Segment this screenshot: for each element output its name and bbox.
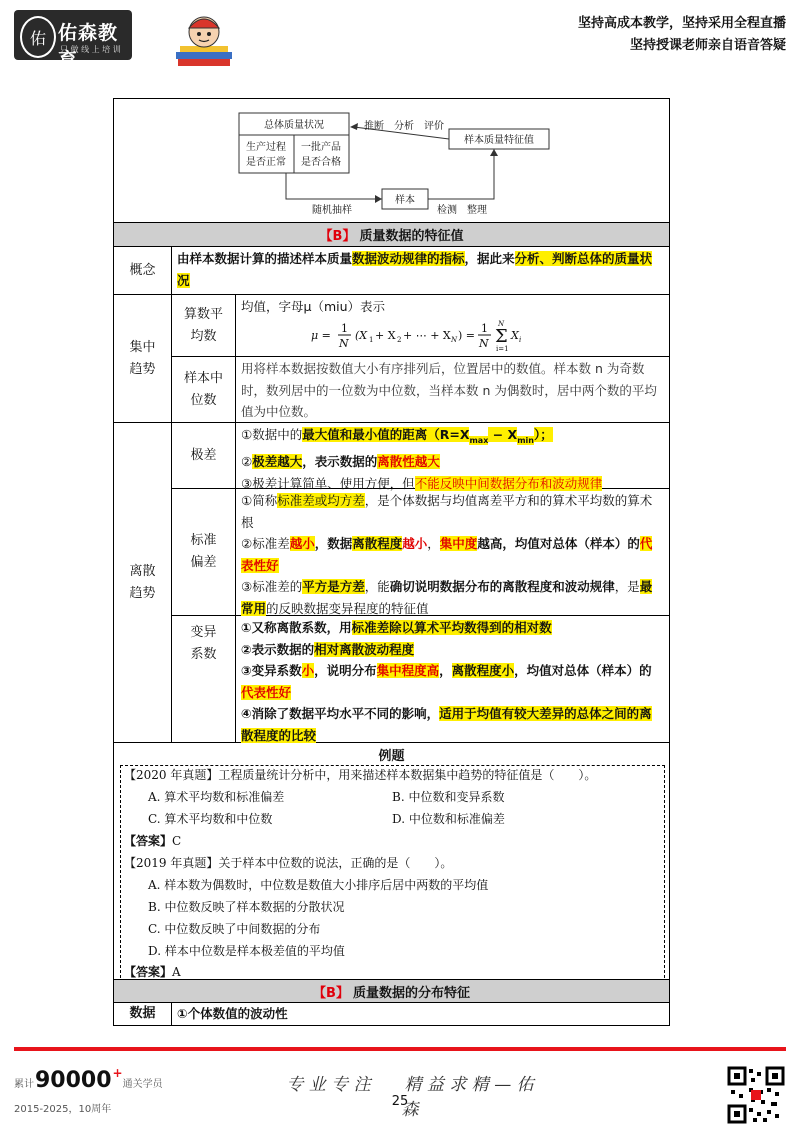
text-run: 小 <box>301 663 315 678</box>
svg-text:+ X: + X <box>375 328 396 342</box>
text-run: ③标准差的 <box>241 579 303 594</box>
text-run: 的反映数据变异程度的特征值 <box>266 600 429 616</box>
diagram-process-box-2: 是否正常 <box>246 157 286 168</box>
text-line <box>241 490 664 533</box>
svg-text:μ =: μ = <box>311 328 331 342</box>
q1-option-d: D. 中位数和标准偏差 <box>392 812 505 826</box>
text-run: 离散性越大 <box>377 454 440 469</box>
text-run: 标准差除以算术平均数得到的相对数 <box>351 620 552 635</box>
dispersion-label: 离散 趋势 <box>114 423 172 743</box>
central-tendency-label: 集中 趋势 <box>114 295 172 423</box>
q1-option-a: A. 算术平均数和标准偏差 <box>148 790 285 804</box>
text-run: ③变异系数 <box>241 663 302 678</box>
section-title: 质量数据的特征值 <box>359 229 464 244</box>
diagram-sample-box: 样本 <box>395 195 415 206</box>
text-line <box>241 576 664 619</box>
text-run: 离散程度小 <box>451 663 515 678</box>
text-run: 最大值和最小值的距离（R=X <box>302 427 470 442</box>
svg-text:2: 2 <box>397 335 402 344</box>
text-line <box>241 617 664 639</box>
text-run: ④消除了数据平均水平不同的影响， <box>241 706 440 721</box>
stat-plus: + <box>112 1066 123 1080</box>
text-run: ，是个体数据与均值离差平方和的算术平均数的算术根 <box>241 493 653 530</box>
median-label: 样本中 位数 <box>172 357 236 423</box>
mean-text: 均值，字母μ（miu）表示 <box>241 299 386 314</box>
text-run: ② <box>241 454 253 469</box>
text-run: ， <box>427 536 440 551</box>
question-2: 【2019 年真题】关于样本中位数的说法，正确的是（ ）。 <box>124 856 453 870</box>
footer-stats <box>14 1068 163 1093</box>
q2-option-c: C. 中位数反映了中间数据的分布 <box>148 922 321 936</box>
text-run: 相对离散波动程度 <box>314 641 415 657</box>
text-run: 分析、判断总体的质量状况 <box>177 251 653 288</box>
svg-text:+ ⋯ + X: + ⋯ + X <box>403 328 451 342</box>
mascot-icon <box>174 8 234 70</box>
diagram-sampling-label: 随机抽样 <box>312 205 352 216</box>
text-line <box>241 703 664 746</box>
answer-1 <box>124 831 181 853</box>
mean-label: 算数平 均数 <box>172 295 236 357</box>
text-run: ，是 <box>614 579 640 594</box>
diagram-detect-label: 检测 整理 <box>437 205 487 216</box>
logo-tagline: 只 做 线 上 培 训 <box>60 45 121 54</box>
question-1: 【2020 年真题】工程质量统计分析中，用来描述样本数据集中趋势的特征值是（ ）。 <box>124 768 597 782</box>
mean-formula <box>311 318 571 352</box>
footer-red-bar <box>14 1047 786 1051</box>
text-run: ，均值对总体（样本）的 <box>514 663 652 678</box>
range-label: 极差 <box>172 423 236 489</box>
text-line <box>241 451 664 473</box>
section-2-title: 质量数据的分布特征 <box>352 985 470 1001</box>
svg-text:X: X <box>511 328 519 342</box>
data-label: 数据 <box>114 1003 172 1025</box>
text-run: ③极差计算简单、使用方便，但 <box>241 475 415 491</box>
std-dev-label: 标准 偏差 <box>172 489 236 616</box>
svg-text:) =: ) = <box>458 328 476 342</box>
text-run: − X <box>488 427 518 442</box>
text-run: ， <box>439 663 452 678</box>
brand-logo <box>14 10 132 71</box>
median-text: 用将样本数据按数值大小有序排列后，位置居中的数值。样本数 n 为奇数时，数列居中的一位数为中位数，当样本数 n 为偶数时，居中两个数的平均值为中位数。 <box>236 357 669 423</box>
section-header-distribution <box>114 979 669 1003</box>
q1-option-c: C. 算术平均数和中位数 <box>148 812 273 826</box>
quality-flow-diagram <box>234 107 554 217</box>
footer-years: 2015-2025，10周年 <box>14 1104 112 1115</box>
text-run: 由样本数据计算的描述样本质量 <box>177 251 353 266</box>
stat-number: 90000 <box>35 1068 112 1093</box>
logo-seal-icon: 佑 <box>20 16 56 58</box>
text-run: 平方是方差 <box>302 579 365 594</box>
text-run: max <box>469 435 489 445</box>
footer-motto: 专 业 专 注 精 益 求 精 — 佑森 <box>286 1075 534 1120</box>
answer-2-label: 【答案】 <box>124 965 173 979</box>
slogan-line-1: 坚持高成本教学，坚持采用全程直播 <box>577 16 786 31</box>
svg-text:1: 1 <box>369 335 374 344</box>
svg-text:N: N <box>498 319 505 328</box>
answer-1-value: C <box>172 834 182 848</box>
text-run: ②标准差 <box>241 536 290 551</box>
range-text <box>236 423 669 489</box>
section-tag: 【B】 <box>319 229 356 244</box>
diagram-process-box: 生产过程 <box>246 142 286 153</box>
text-line <box>241 424 664 451</box>
text-run: 越小 <box>289 536 315 551</box>
cv-text <box>236 616 669 743</box>
diagram-total-box: 总体质量状况 <box>264 120 324 131</box>
concept-label: 概念 <box>114 247 172 295</box>
text-run: ，能 <box>364 579 390 594</box>
diagram-infer-label: 推断 分析 评价 <box>364 121 444 132</box>
text-run: 不能反映中间数据分布和波动规律 <box>414 475 603 491</box>
svg-text:N: N <box>479 336 489 350</box>
svg-text:N: N <box>451 335 458 344</box>
diagram-batch-box-2: 是否合格 <box>301 157 341 168</box>
text-run: 确切说明数据分布的离散程度和波动规律 <box>389 579 615 594</box>
text-run: ①简称 <box>241 493 278 508</box>
svg-text:(X: (X <box>355 328 368 342</box>
text-run: 代表性好 <box>241 536 653 573</box>
text-run: 越高，均值对总体（样本）的 <box>477 536 640 551</box>
text-run: ①又称离散系数，用 <box>241 620 352 635</box>
svg-text:i: i <box>519 335 522 344</box>
slogan-line-2: 坚持授课老师亲自语音答疑 <box>629 38 786 53</box>
text-run: ②表示数据的 <box>241 641 315 657</box>
mean-cell <box>236 295 669 357</box>
text-line <box>241 660 664 703</box>
diagram-batch-box: 一批产品 <box>301 142 341 153</box>
text-run: 离散程度 <box>352 536 403 551</box>
q2-option-a: A. 样本数为偶数时，中位数是数值大小排序后居中两数的平均值 <box>148 878 489 892</box>
text-run: ）； <box>533 427 553 442</box>
text-run: ，表示数据的 <box>302 454 378 469</box>
section-2-tag: 【B】 <box>313 985 349 1001</box>
stat-suffix: 通关学员 <box>122 1079 163 1090</box>
text-run: min <box>517 435 534 445</box>
text-run: 数据波动规律的指标 <box>352 251 465 266</box>
stat-prefix: 累计 <box>14 1079 34 1090</box>
svg-text:i=1: i=1 <box>496 344 509 352</box>
q1-option-b: B. 中位数和变异系数 <box>392 790 505 804</box>
q2-option-b: B. 中位数反映了样本数据的分散状况 <box>148 900 345 914</box>
text-run: ，数据 <box>314 536 353 551</box>
text-run: ①数据中的 <box>241 427 303 442</box>
q2-option-d: D. 样本中位数是样本极差值的平均值 <box>148 944 345 958</box>
qr-code-icon <box>727 1066 785 1124</box>
answer-2-value: A <box>172 965 181 979</box>
svg-text:1: 1 <box>341 321 348 335</box>
text-line <box>241 639 664 661</box>
std-dev-text <box>236 489 669 616</box>
content-table <box>113 98 670 1026</box>
text-run: 代表性好 <box>241 684 292 700</box>
text-run: 越小 <box>402 536 428 551</box>
logo-name: 佑森教育 <box>58 22 119 71</box>
text-run: 集中度 <box>439 536 478 551</box>
text-run: 适用于均值有较大差异的总体之间的离散程度的比较 <box>241 706 652 743</box>
page-number: 25 <box>391 1094 409 1109</box>
answer-1-label: 【答案】 <box>124 834 173 848</box>
text-run: 集中程度高 <box>376 663 440 678</box>
cv-label: 变异 系数 <box>172 616 236 743</box>
data-text: ①个体数值的波动性 <box>177 1006 288 1021</box>
text-run: 最常用 <box>241 579 653 616</box>
text-line <box>241 533 664 576</box>
svg-text:N: N <box>339 336 349 350</box>
text-run: ，说明分布 <box>314 663 377 678</box>
diagram-feature-box: 样本质量特征值 <box>464 135 534 146</box>
concept-text <box>172 247 669 295</box>
text-run: 标准差或均方差 <box>277 493 365 508</box>
text-run: 极差越大 <box>252 454 303 469</box>
svg-text:Σ: Σ <box>495 325 508 347</box>
section-header-feature-values <box>114 223 669 247</box>
text-run: ，据此来 <box>464 251 515 266</box>
svg-text:1: 1 <box>481 321 488 335</box>
examples-title: 例题 <box>378 749 405 764</box>
